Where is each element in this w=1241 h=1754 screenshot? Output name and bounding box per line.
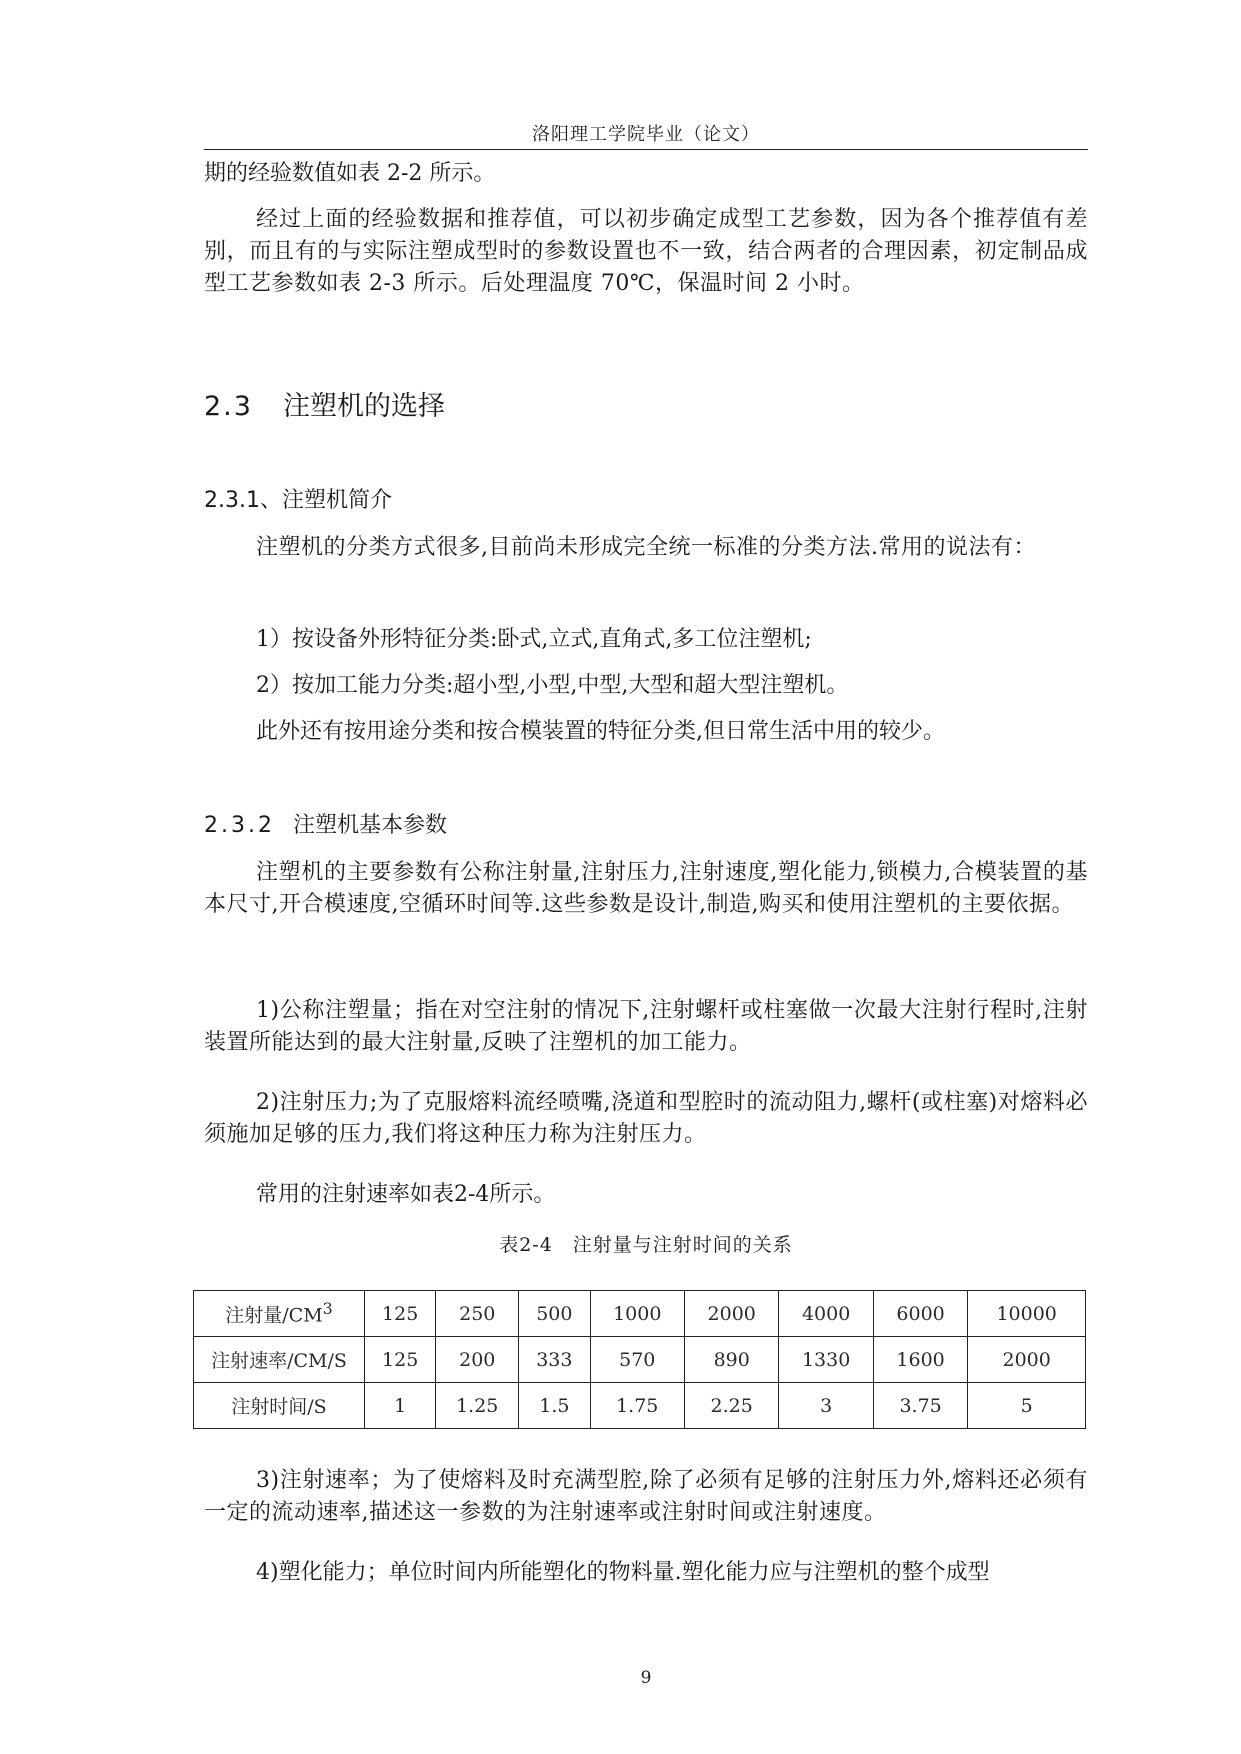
classification-paragraph: 注塑机的分类方式很多,目前尚未形成完全统一标准的分类方法.常用的说法有： [256, 535, 1036, 560]
table-cell: 1000 [590, 1291, 684, 1337]
table-cell: 5 [968, 1383, 1086, 1429]
row-label: 注射量$/CM^3$ [194, 1291, 365, 1337]
injection-rate-paragraph: 3)注射速率；为了使熔料及时充满型腔,除了必须有足够的注射压力外,熔料还必须有一定的流动速率,描述这一参数的为注射速率或注射时间或注射速度。 [204, 1468, 1088, 1525]
row-label: 注射速率/CM/S [194, 1337, 365, 1383]
table-row [194, 1337, 1086, 1383]
table-reference: 常用的注射速率如表2-4所示。 [256, 1182, 556, 1207]
list-item: 2）按加工能力分类:超小型,小型,中型,大型和超大型注塑机。 [256, 673, 849, 698]
table-cell: 1.75 [590, 1383, 684, 1429]
table-cell: 1 [365, 1383, 436, 1429]
table-cell: 1.5 [519, 1383, 590, 1429]
table-cell: 4000 [779, 1291, 873, 1337]
table-cell: 10000 [968, 1291, 1086, 1337]
intro-paragraph: 经过上面的经验数据和推荐值，可以初步确定成型工艺参数，因为各个推荐值有差别，而且有的与实际注塑成型时的参数设置也不一致，结合两者的合理因素，初定制品成型工艺参数如表 2-3 所示。后处理温度 70℃，保温时间 2 小时。 [204, 207, 1088, 296]
table-cell: 890 [684, 1337, 778, 1383]
section-heading-2-3 [204, 390, 445, 424]
table-cell: 200 [436, 1337, 519, 1383]
parameters-paragraph: 注塑机的主要参数有公称注射量,注射压力,注射速度,塑化能力,锁模力,合模装置的基本尺寸,开合模速度,空循环时间等.这些参数是设计,制造,购买和使用注塑机的主要依据。 [204, 860, 1088, 917]
subsection-title: 注塑机基本参数 [292, 813, 447, 838]
table-cell: 125 [365, 1337, 436, 1383]
table-cell: 500 [519, 1291, 590, 1337]
table-cell: 3 [779, 1383, 873, 1429]
subsection-number: 2.3.2 [204, 813, 275, 838]
table-cell: 250 [436, 1291, 519, 1337]
table-cell: 1600 [873, 1337, 967, 1383]
table-cell: 1330 [779, 1337, 873, 1383]
injection-volume-paragraph: 1)公称注塑量；指在对空注射的情况下,注射螺杆或柱塞做一次最大注射行程时,注射装置所能达到的最大注射量,反映了注塑机的加工能力。 [204, 998, 1088, 1055]
section-number: 2.3 [204, 391, 253, 422]
table-row [194, 1291, 1086, 1337]
plasticizing-paragraph: 4)塑化能力；单位时间内所能塑化的物料量.塑化能力应与注塑机的整个成型 [256, 1560, 990, 1585]
intro-line: 期的经验数值如表 2-2 所示。 [204, 161, 496, 186]
table-row [194, 1383, 1086, 1429]
table-cell: 2000 [968, 1337, 1086, 1383]
table-cell: 1.25 [436, 1383, 519, 1429]
section-title: 注塑机的选择 [282, 391, 445, 422]
table-cell: 3.75 [873, 1383, 967, 1429]
list-item: 1）按设备外形特征分类:卧式,立式,直角式,多工位注塑机; [256, 627, 812, 652]
page-header: 洛阳理工学院毕业（论文） [532, 124, 760, 145]
classification-note: 此外还有按用途分类和按合模装置的特征分类,但日常生活中用的较少。 [256, 719, 945, 744]
data-table [193, 1290, 1086, 1429]
table-cell: 333 [519, 1337, 590, 1383]
table-cell: 570 [590, 1337, 684, 1383]
subsection-heading-2-3-2 [204, 811, 447, 841]
header-rule [204, 149, 1088, 150]
row-label: 注射时间/S [194, 1383, 365, 1429]
table-cell: 2.25 [684, 1383, 778, 1429]
table-cell: 2000 [684, 1291, 778, 1337]
subsection-heading-2-3-1: 2.3.1、注塑机简介 [204, 488, 392, 513]
table-cell: 125 [365, 1291, 436, 1337]
table-cell: 6000 [873, 1291, 967, 1337]
injection-pressure-paragraph: 2)注射压力;为了克服熔料流经喷嘴,浇道和型腔时的流动阻力,螺杆(或柱塞)对熔料必须施加足够的压力,我们将这种压力称为注射压力。 [204, 1090, 1088, 1147]
page-number: 9 [640, 1668, 652, 1688]
table-caption: 表2-4 注射量与注射时间的关系 [499, 1234, 793, 1256]
